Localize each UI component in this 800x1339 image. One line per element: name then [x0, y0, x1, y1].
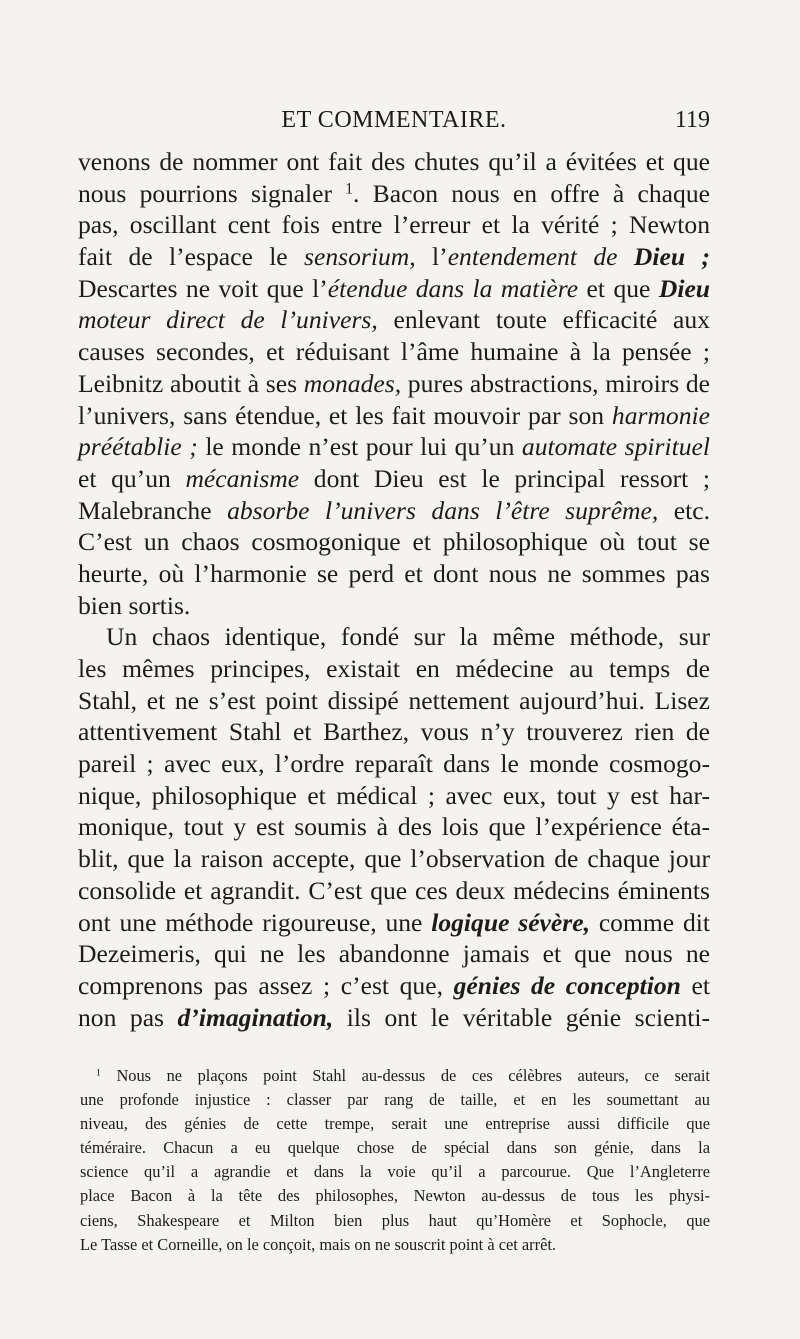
- footnote-line: place Bacon à la tête des philosophes, Newton au-dessus de tous les physi-: [80, 1186, 710, 1206]
- footnote-line: ciens, Shakespeare et Milton bien plus haut qu’Homère et Sophocle, que: [80, 1210, 710, 1230]
- body-text: [78, 146, 710, 1033]
- text-line: attentivement Stahl et Barthez, vous n’y trouverez rien de: [78, 717, 710, 747]
- text-line: Leibnitz aboutit à ses monades, pures abstractions, miroirs de: [78, 368, 710, 398]
- text-line: les mêmes principes, existait en médecine au temps de: [78, 654, 710, 683]
- footnote-line: niveau, des génies de cette trempe, serait une entreprise aussi difficile que: [80, 1114, 710, 1134]
- running-title: ET COMMENTAIRE.: [281, 107, 507, 133]
- text-line: Dezeimeris, qui ne les abandonne jamais et que nous ne: [78, 939, 710, 969]
- footnote-line: $^1$ Nous ne plaçons point Stahl au-dessus de ces célèbres auteurs, ce serait: [96, 1066, 710, 1085]
- text-line: pareil ; avec eux, l’ordre reparaît dans le monde cosmogo-: [78, 749, 710, 779]
- text-line: comprenons pas assez ; c’est que, génies de conception et: [78, 970, 711, 1000]
- text-line: l’univers, sans étendue, et les fait mouvoir par son harmonie: [78, 400, 710, 430]
- text-line: préétablie ; le monde n’est pour lui qu’un automate spirituel: [78, 432, 710, 462]
- text-line: Stahl, et ne s’est point dissipé nettement aujourd’hui. Lisez: [78, 685, 710, 715]
- text-line: monique, tout y est soumis à des lois que l’expérience éta-: [78, 812, 710, 842]
- footnote-ref: 1: [345, 180, 353, 198]
- text-line: Descartes ne voit que l’étendue dans la matière et que Dieu: [78, 273, 711, 303]
- text-line: et qu’un mécanisme dont Dieu est le principal ressort ;: [78, 463, 710, 493]
- text-line: moteur direct de l’univers, enlevant toute efficacité aux: [78, 305, 711, 335]
- text-line: blit, que la raison accepte, que l’observation de chaque jour: [78, 844, 710, 874]
- footnote-line: science qu’il a agrandie et dans la voie qu’il a parcourue. Que l’Angleterre: [80, 1162, 710, 1182]
- footnote-line: Le Tasse et Corneille, on le conçoit, mais on ne souscrit point à cet arrêt.: [80, 1234, 557, 1254]
- text-line: heurte, où l’harmonie se perd et dont nous ne sommes pas: [78, 558, 710, 588]
- text-line: causes secondes, et réduisant l’âme humaine à la pensée ;: [78, 337, 710, 367]
- footnote-marker: 1: [96, 1067, 101, 1079]
- text-line: pas, oscillant cent fois entre l’erreur et la vérité ; Newton: [78, 210, 710, 240]
- text-line: Malebranche absorbe l’univers dans l’être suprême, etc.: [78, 495, 710, 525]
- text-line: fait de l’espace le sensorium, l’entendement de Dieu ;: [78, 242, 710, 272]
- text-line: C’est un chaos cosmogonique et philosophique où tout se: [78, 527, 710, 557]
- text-line: consolide et agrandit. C’est que ces deux médecins éminents: [78, 875, 710, 905]
- running-head: [78, 103, 710, 137]
- text-line: Un chaos identique, fondé sur la même méthode, sur: [106, 622, 710, 652]
- footnote-line: une profonde injustice : classer par rang de taille, et en les soumettant au: [80, 1090, 710, 1110]
- page-number: 119: [674, 107, 710, 133]
- text-line: venons de nommer ont fait des chutes qu’il a évitées et que: [78, 147, 710, 176]
- text-line: bien sortis.: [78, 590, 191, 620]
- footnote-line: téméraire. Chacun a eu quelque chose de spécial dans son génie, dans la: [80, 1138, 710, 1158]
- text-line: ont une méthode rigoureuse, une logique sévère, comme dit: [78, 907, 710, 937]
- text-line: nique, philosophique et médical ; avec eux, tout y est har-: [78, 780, 710, 810]
- footnote: [80, 1064, 710, 1257]
- text-line: non pas d’imagination, ils ont le véritable génie scienti-: [78, 1002, 710, 1032]
- text-line: nous pourrions signaler $^1$. Bacon nous en offre à chaque: [78, 178, 710, 208]
